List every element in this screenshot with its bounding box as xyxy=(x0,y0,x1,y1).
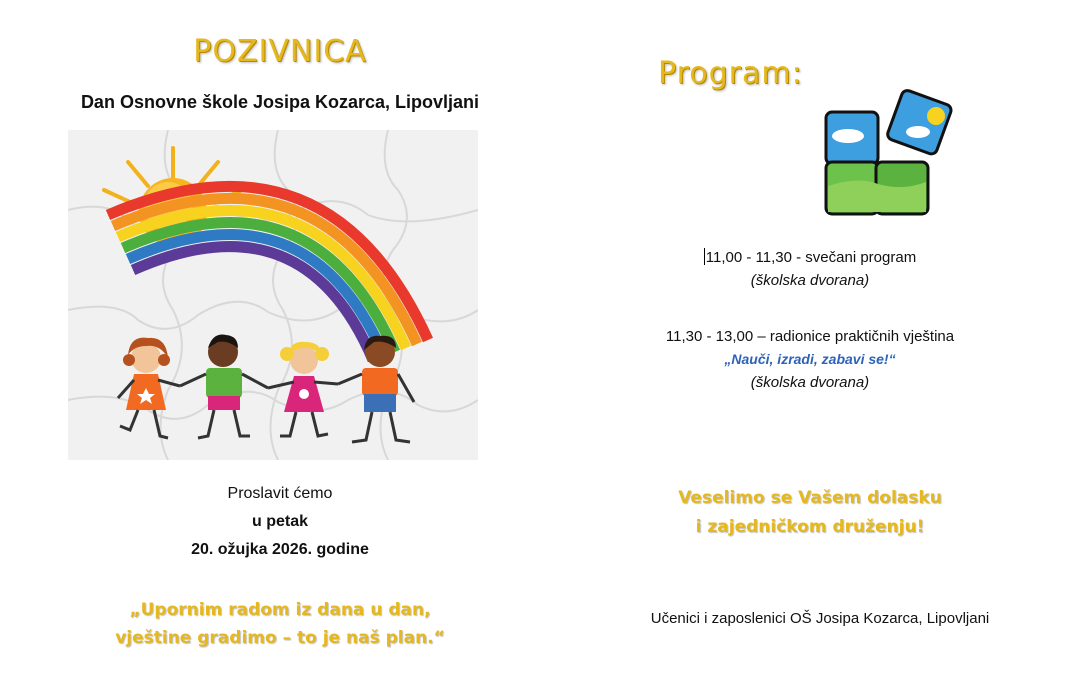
motto-line-2: vještine gradimo – to je naš plan.“ xyxy=(115,628,445,648)
motto xyxy=(60,596,500,652)
celebrate-day: u petak xyxy=(251,513,308,530)
item1-time: 11,00 - 11,30 - svečani program xyxy=(705,249,917,266)
rainbow-children-illustration xyxy=(68,130,478,460)
invitation-title: POZIVNICA xyxy=(193,34,367,69)
celebrate-line: Proslavit ćemo xyxy=(227,485,333,502)
puzzle-icon xyxy=(818,86,958,220)
text-cursor xyxy=(704,248,705,265)
item2-name: „Nauči, izradi, zabavi se!“ xyxy=(724,351,896,367)
celebrate-date: 20. ožujka 2026. godine xyxy=(191,541,369,558)
motto-line-1: „Upornim radom iz dana u dan, xyxy=(129,600,431,620)
item2-place: (školska dvorana) xyxy=(750,374,870,391)
program-title: Program: xyxy=(658,56,803,91)
item2-time: 11,30 - 13,00 – radionice praktičnih vještina xyxy=(665,328,955,345)
event-subtitle: Dan Osnovne škole Josipa Kozarca, Lipovljani xyxy=(80,92,480,112)
celebration-details xyxy=(130,480,430,564)
welcome-line-1: Veselimo se Vašem dolasku xyxy=(678,488,942,508)
schedule-item-2 xyxy=(600,325,1020,394)
welcome-line-2: i zajedničkom druženju! xyxy=(695,517,925,537)
welcome-message xyxy=(600,484,1020,542)
footer-signature: Učenici i zaposlenici OŠ Josipa Kozarca, Lipovljani xyxy=(650,610,990,627)
schedule-item-1 xyxy=(600,246,1020,292)
item1-place: (školska dvorana) xyxy=(750,272,870,289)
